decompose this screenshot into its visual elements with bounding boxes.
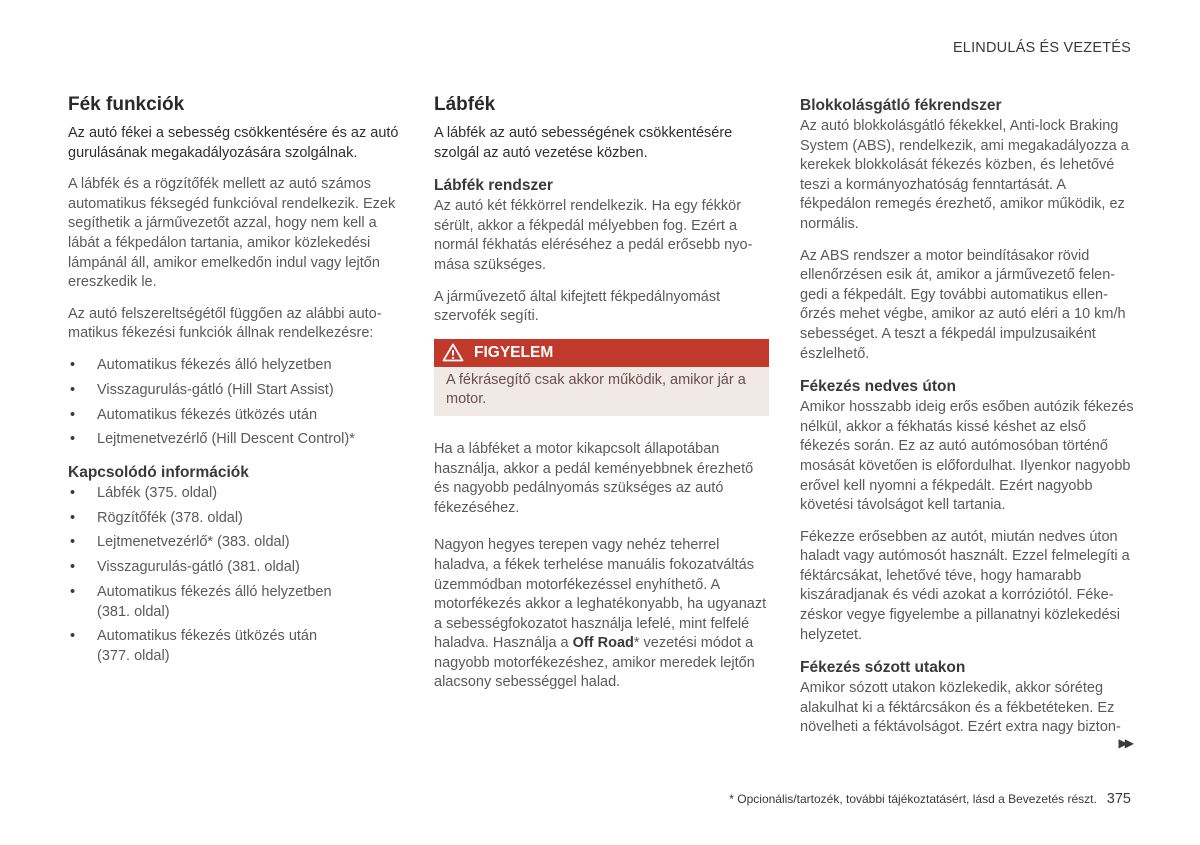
off-road-mode: Off Road <box>572 635 634 652</box>
paragraph: A járművezető által kifejtett fékpedálnyomást szervofék segíti. <box>434 288 721 325</box>
column-abs <box>800 92 1135 750</box>
paragraph: Amikor sózott utakon közlekedik, akkor sóréteg alakulhat ki a féktárcsákon és a fékbetéteken. Ez növelheti a féktávolságot. Ezért extra nagy bizton- <box>800 680 1121 736</box>
warning-text: A fékrásegítő csak akkor működik, amikor jár a motor. <box>434 367 769 416</box>
paragraph: Az autó két fékkörrel rendelkezik. Ha egy fékkör sérült, akkor a fékpedál mélyebben fog. Ezért a normál fékhatás eléréséhez a pedál erősebb nyomása szükséges. <box>434 198 753 273</box>
related-info-heading: Kapcsolódó információk <box>68 463 249 481</box>
list-item: • Visszagurulás-gátló (Hill Start Assist) <box>68 381 403 401</box>
footer <box>729 791 1131 807</box>
subheading: Fékezés sózott utakon <box>800 659 966 677</box>
bullet: • <box>70 559 76 576</box>
page-title: Fék funkciók <box>68 94 185 115</box>
list-item: • Automatikus fékezés ütközés után <box>68 406 403 426</box>
related-link[interactable]: • Lábfék (375. oldal) <box>68 484 403 504</box>
bullet: • <box>70 484 76 501</box>
bullet: • <box>70 584 76 600</box>
paragraph: Az autó blokkolásgátló fékekkel, Anti-lock Braking System (ABS), rendelkezik, ami megakadályozza a kerekek blokkolását fékezés közben, és lehetővé teszi a kormányozhatóság fenntartását. A fékpedálon remegés érezhető, amikor működik, ez normális. <box>800 118 1129 232</box>
related-link[interactable]: • Automatikus fékezés ütközés után (377. oldal) <box>70 628 318 664</box>
subheading: Fékezés nedves úton <box>800 378 956 396</box>
related-links-list <box>68 484 403 667</box>
list-item: • Lejtmenetvezérlő (Hill Descent Control)* <box>68 430 403 450</box>
paragraph: Ha a lábféket a motor kikapcsolt állapotában használja, akkor a pedál keményebbnek érezhető és nagyobb pedálnyomás szükséges az autó fékezéséhez. <box>434 440 754 516</box>
function-list <box>68 356 403 450</box>
list-item: • Automatikus fékezés álló helyzetben <box>68 356 403 376</box>
page-number: 375 <box>1106 791 1131 807</box>
warning-box <box>434 339 769 416</box>
column-foot-brake <box>434 92 769 705</box>
bullet: • <box>70 628 76 645</box>
bullet: • <box>70 406 76 423</box>
column-brake-functions <box>68 92 403 679</box>
subheading: Blokkolásgátló fékrendszer <box>800 97 1002 114</box>
related-link[interactable]: • Lejtmenetvezérlő* (383. oldal) <box>68 533 403 553</box>
intro-text: A lábfék az autó sebességének csökkentésére szolgál az autó vezetése közben. <box>434 125 733 161</box>
paragraph: Amikor hosszabb ideig erős esőben autózik fékezés nélkül, akkor a fékhatás kissé késhet az első fékezés során. Ez az autó autómosóban történő mosását követően is előfordulhat. Ilyenkor nagyobb erővel kell nyomni a fékpedált. Ezért nagyobb követési távolságot kell tartania. <box>800 399 1134 514</box>
bullet: • <box>70 509 76 526</box>
warning-triangle-icon <box>442 343 464 362</box>
bullet: • <box>70 356 76 373</box>
bullet: • <box>70 431 76 448</box>
paragraph: Fékezze erősebben az autót, miután nedves úton haladt vagy autómosót használt. Ezzel felmelegíti a féktárcsákat, lehetővé téve, hogy hamarabb kiszáradjanak és védi azokat a korróziótól. Fékezéskor vegye figyelembe a pillanatnyi közlekedési helyzetet. <box>800 528 1130 643</box>
paragraph: Az autó felszereltségétől függően az alábbi automatikus fékezési funkciók állnak rendelkezésre: <box>68 305 382 342</box>
related-link[interactable]: • Visszagurulás-gátló (381. oldal) <box>68 558 403 578</box>
related-link[interactable]: • Rögzítőfék (378. oldal) <box>68 509 403 529</box>
bullet: • <box>70 534 76 551</box>
intro-text: Az autó fékei a sebesség csökkentésére és az autó gurulásának megakadályozására szolgálnak. <box>68 125 399 161</box>
related-link[interactable]: • Automatikus fékezés álló helyzetben (381. oldal) <box>70 584 332 620</box>
section-header: ELINDULÁS ÉS VEZETÉS <box>952 40 1131 56</box>
double-arrow-icon: ▶▶ <box>1118 736 1131 750</box>
section-title: Lábfék <box>434 94 496 115</box>
warning-label: FIGYELEM <box>474 343 554 361</box>
paragraph: Nagyon hegyes terepen vagy nehéz teherrel haladva, a fékek terhelése manuális fokozatváltás üzemmódban motorfékezéssel enyhíthető. A motorfékezés akkor a leghatékonyabb, ha ugyanazt a sebességfokozatot használja lefelé, mint felfelé haladva. Használja a Off Road* vezetési módot a nagyobb motorfékezéshez, amikor meredek lejtőn alacsony sebességgel halad. <box>434 537 767 691</box>
paragraph: A lábfék és a rögzítőfék mellett az autó számos automatikus féksegéd funkcióval rendelkezik. Ezek segíthetik a járművezetőt azzal, hogy nem kell a lábát a fékpedálon tartania, amikor közlekedési lámpánál áll, amikor emelkedőn indul vagy lejtőn ereszkedik le. <box>68 176 396 291</box>
paragraph: Az ABS rendszer a motor beindításakor rövid ellenőrzésen esik át, amikor a járművezető felengedi a fékpedált. Egy további automatikus ellenőrzés mehet végbe, amikor az autó eléri a 10 km/h sebességet. A teszt a fékpedál impulzusaiként észlelhető. <box>800 247 1126 362</box>
bullet: • <box>70 381 76 398</box>
subheading: Lábfék rendszer <box>434 177 553 195</box>
footnote: * Opcionális/tartozék, további tájékoztatásért, lásd a Bevezetés részt. <box>729 792 1097 806</box>
warning-header <box>434 339 769 367</box>
